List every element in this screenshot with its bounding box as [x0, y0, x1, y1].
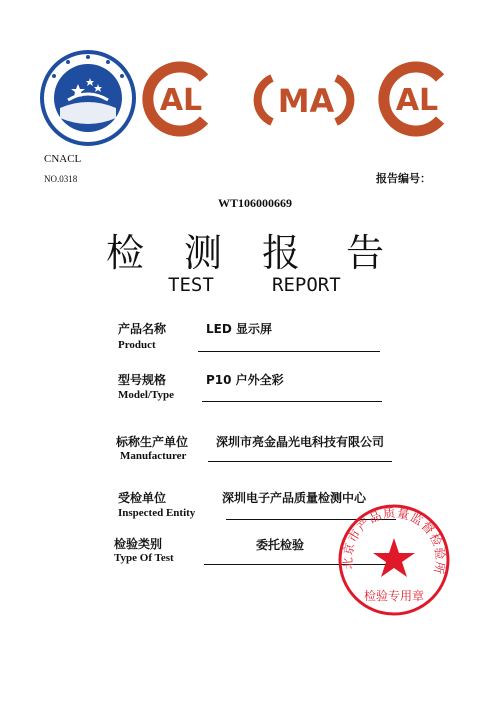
report-number: WT106000669 — [218, 196, 293, 210]
product-value: LED 显示屏 — [206, 322, 272, 336]
manufacturer-label-cn: 标称生产单位 — [116, 435, 189, 449]
inspected-entity-value: 深圳电子产品质量检测中心 — [222, 491, 367, 505]
svg-text:AL: AL — [395, 83, 439, 118]
test-type-label-en: Type Of Test — [114, 552, 174, 564]
accreditation-name: CNACL — [44, 153, 82, 165]
title-cn-4: 告 — [346, 231, 385, 275]
inspected-entity-label-en: Inspected Entity — [118, 507, 196, 519]
svg-text:检验专用章: 检验专用章 — [363, 589, 425, 603]
test-type-value: 委托检验 — [256, 538, 305, 552]
test-type-label-cn: 检验类别 — [114, 537, 163, 551]
title-cn-2: 测 — [184, 231, 223, 275]
svg-text:北京市产品质量监督检验所: 北京市产品质量监督检验所 — [340, 505, 448, 577]
cnacl-emblem-icon — [38, 48, 138, 148]
model-label-en: Model/Type — [118, 389, 175, 401]
svg-text:MA: MA — [277, 82, 335, 120]
cal-logo-icon — [378, 60, 456, 138]
title-cn-1: 检 — [106, 231, 145, 275]
model-label-cn: 型号规格 — [118, 373, 167, 387]
cal-logo-icon — [142, 60, 220, 138]
inspection-seal-stamp — [334, 500, 454, 620]
product-label-en: Product — [118, 339, 156, 351]
manufacturer-label-en: Manufacturer — [120, 450, 187, 462]
cma-logo-icon — [248, 70, 360, 130]
title-en-test: TEST — [168, 274, 214, 296]
title-cn-3: 报 — [262, 231, 301, 275]
manufacturer-underline — [208, 461, 392, 462]
product-underline — [198, 351, 380, 352]
title-en-report: REPORT — [272, 274, 341, 296]
accreditation-number: NO.0318 — [44, 174, 78, 184]
model-value: P10 户外全彩 — [206, 373, 284, 387]
manufacturer-value: 深圳市亮金晶光电科技有限公司 — [216, 435, 385, 449]
product-label-cn: 产品名称 — [118, 322, 167, 336]
report-number-label: 报告编号： — [376, 172, 431, 185]
model-underline — [202, 401, 382, 402]
inspected-entity-label-cn: 受检单位 — [118, 491, 167, 505]
svg-text:AL: AL — [159, 83, 203, 118]
